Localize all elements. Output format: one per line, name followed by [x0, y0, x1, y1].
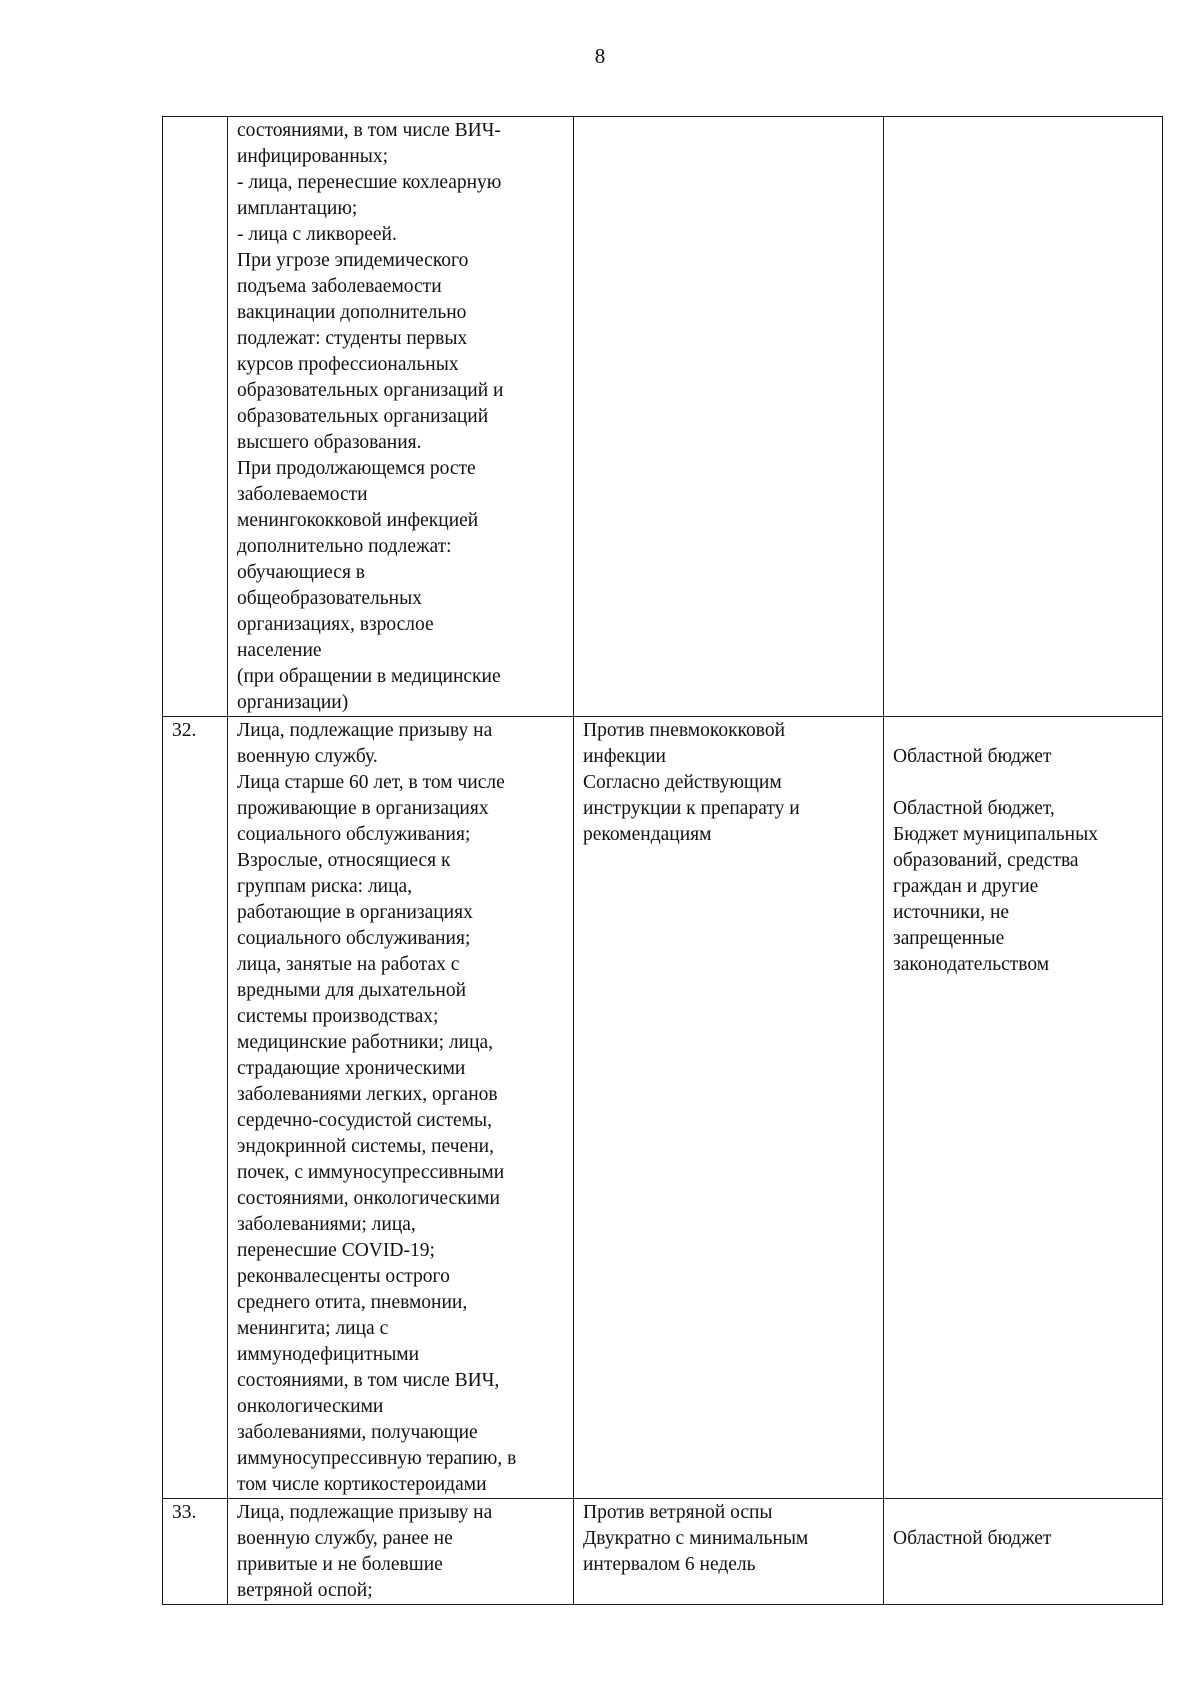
- funding-cell: [884, 717, 1163, 1499]
- text-line: граждан и другие: [893, 876, 1039, 897]
- text-line: Областной бюджет: [893, 746, 1052, 767]
- text-line: заболеваниями легких, органов: [237, 1084, 498, 1105]
- text-line: группам риска: лица,: [237, 876, 413, 897]
- text-line: законодательством: [893, 954, 1050, 975]
- text-line: Лица старше 60 лет, в том числе: [237, 772, 505, 793]
- text-line: состояниями, в том числе ВИЧ-: [237, 120, 501, 141]
- text-line: Взрослые, относящиеся к: [237, 850, 451, 871]
- text-line: курсов профессиональных: [237, 354, 459, 375]
- vaccination-lines: [583, 1500, 875, 1578]
- text-line: сердечно-сосудистой системы,: [237, 1110, 493, 1131]
- text-line: обучающиеся в: [237, 562, 366, 583]
- text-line: Против ветряной оспы: [583, 1502, 773, 1523]
- text-line: проживающие в организациях: [237, 798, 489, 819]
- text-line: запрещенные: [893, 928, 1005, 949]
- text-line: том числе кортикостероидами: [237, 1474, 487, 1495]
- text-line: Лица, подлежащие призыву на: [237, 720, 493, 741]
- text-line: инфекции: [583, 746, 666, 767]
- text-line: медицинские работники; лица,: [237, 1032, 494, 1053]
- text-line: страдающие хроническими: [237, 1058, 466, 1079]
- contingent-cell: [228, 1499, 574, 1605]
- contingent-lines: [237, 1500, 565, 1604]
- text-line: подъема заболеваемости: [237, 276, 442, 297]
- text-line: интервалом 6 недель: [583, 1554, 756, 1575]
- text-line: онкологическими: [237, 1396, 384, 1417]
- vaccination-cell: [574, 717, 884, 1499]
- text-line: иммунодефицитными: [237, 1344, 420, 1365]
- contingent-lines: [237, 118, 565, 716]
- text-line: иммуносупрессивную терапию, в: [237, 1448, 517, 1469]
- text-line: состояниями, в том числе ВИЧ,: [237, 1370, 500, 1391]
- text-line: заболеваемости: [237, 484, 368, 505]
- text-line: заболеваниями; лица,: [237, 1214, 416, 1235]
- page-number: 8: [594, 44, 606, 68]
- text-line: имплантацию;: [237, 198, 358, 219]
- text-line: рекомендациям: [583, 824, 712, 845]
- funding-cell: [884, 117, 1163, 717]
- text-line: перенесшие COVID-19;: [237, 1240, 435, 1261]
- text-line: состояниями, онкологическими: [237, 1188, 500, 1209]
- spacer: [893, 718, 1154, 744]
- text-line: Двукратно с минимальным: [583, 1528, 809, 1549]
- vaccination-cell: [574, 1499, 884, 1605]
- text-line: системы производствах;: [237, 1006, 439, 1027]
- funding-lines: [893, 1526, 1154, 1552]
- row-number-cell: 33.: [163, 1499, 228, 1605]
- funding-lines: [893, 744, 1154, 770]
- text-line: Областной бюджет,: [893, 798, 1055, 819]
- table-row: [163, 117, 1163, 717]
- text-line: почек, с иммуносупрессивными: [237, 1162, 505, 1183]
- funding-lines-secondary: [893, 796, 1154, 978]
- text-line: реконвалесценты острого: [237, 1266, 450, 1287]
- text-line: менингита; лица с: [237, 1318, 389, 1339]
- table-row: [163, 717, 1163, 1499]
- text-line: Бюджет муниципальных: [893, 824, 1098, 845]
- text-line: вакцинации дополнительно: [237, 302, 467, 323]
- text-line: высшего образования.: [237, 432, 422, 453]
- text-line: образований, средства: [893, 850, 1079, 871]
- text-line: заболеваниями, получающие: [237, 1422, 478, 1443]
- text-line: - лица, перенесшие кохлеарную: [237, 172, 502, 193]
- text-line: организациях, взрослое: [237, 614, 434, 635]
- row-number-cell: 32.: [163, 717, 228, 1499]
- text-line: военную службу, ранее не: [237, 1528, 453, 1549]
- contingent-cell: [228, 117, 574, 717]
- funding-cell: [884, 1499, 1163, 1605]
- text-line: социального обслуживания;: [237, 928, 471, 949]
- text-line: (при обращении в медицинские: [237, 666, 501, 687]
- text-line: образовательных организаций: [237, 406, 489, 427]
- vaccination-lines: [583, 718, 875, 848]
- text-line: При угрозе эпидемического: [237, 250, 469, 271]
- contingent-cell: [228, 717, 574, 1499]
- text-line: подлежат: студенты первых: [237, 328, 468, 349]
- text-line: Областной бюджет: [893, 1528, 1052, 1549]
- contingent-lines: [237, 718, 565, 1498]
- text-line: военную службу.: [237, 746, 378, 767]
- table-row: [163, 1499, 1163, 1605]
- spacer: [893, 1500, 1154, 1526]
- text-line: Согласно действующим: [583, 772, 782, 793]
- text-line: инструкции к препарату и: [583, 798, 800, 819]
- row-number-cell: [163, 117, 228, 717]
- text-line: лица, занятые на работах с: [237, 954, 460, 975]
- vaccination-table: [162, 116, 1163, 1605]
- text-line: Лица, подлежащие призыву на: [237, 1502, 493, 1523]
- text-line: - лица с ликвореей.: [237, 224, 397, 245]
- text-line: социального обслуживания;: [237, 824, 471, 845]
- spacer: [893, 770, 1154, 796]
- text-line: менингококковой инфекцией: [237, 510, 479, 531]
- text-line: работающие в организациях: [237, 902, 473, 923]
- text-line: источники, не: [893, 902, 1010, 923]
- text-line: инфицированных;: [237, 146, 389, 167]
- text-line: При продолжающемся росте: [237, 458, 476, 479]
- text-line: ветряной оспой;: [237, 1580, 373, 1601]
- text-line: общеобразовательных: [237, 588, 422, 609]
- text-line: образовательных организаций и: [237, 380, 504, 401]
- text-line: эндокринной системы, печени,: [237, 1136, 494, 1157]
- text-line: дополнительно подлежат:: [237, 536, 452, 557]
- text-line: население: [237, 640, 322, 661]
- text-line: привитые и не болевшие: [237, 1554, 443, 1575]
- text-line: среднего отита, пневмонии,: [237, 1292, 468, 1313]
- vaccination-cell: [574, 117, 884, 717]
- text-line: вредными для дыхательной: [237, 980, 467, 1001]
- text-line: организации): [237, 692, 349, 713]
- text-line: Против пневмококковой: [583, 720, 786, 741]
